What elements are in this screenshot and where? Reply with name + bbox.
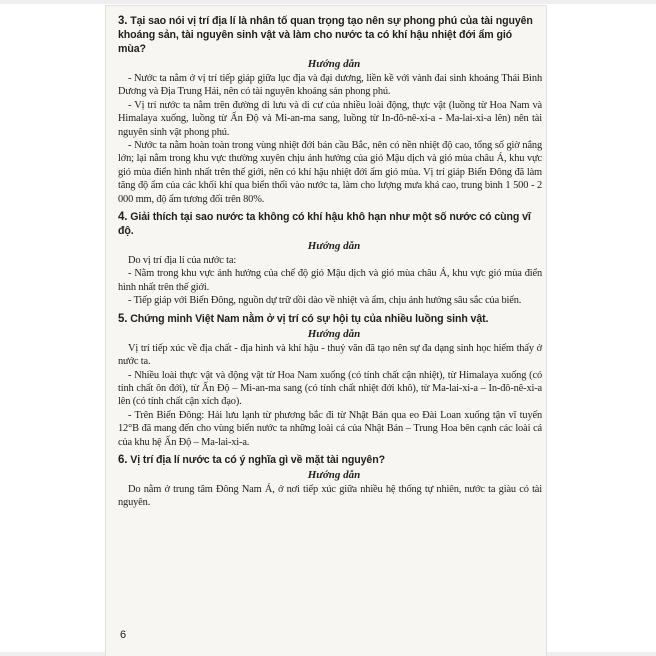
question-6-heading <box>118 453 542 467</box>
answer-paragraph: - Tiếp giáp với Biển Đông, nguồn dự trữ dồi dào về nhiệt và ẩm, chịu ảnh hưởng sâu sắc của biển. <box>128 295 522 307</box>
question-number: 4. <box>118 211 128 224</box>
answer-paragraph: - Nước ta nằm hoàn toàn trong vùng nhiệt đới bán cầu Bắc, nên có nền nhiệt độ cao, tổng số giờ nắng lớn; lại nằm trong khu vực thường xuyên chịu ảnh hưởng của gió Mậu dịch và gió mùa châu Á, khu vực gió mùa điển hình nhất trên thế giới, nên có khí hậu nhiệt đới ẩm gió mùa. Vị trí giáp Biển Đông đã làm tăng độ ẩm của các khối khí qua biển thổi vào nước ta, làm cho lượng mưa khá cao, trung bình 1 500 - 2 000 mm, độ ẩm tương đối trên 80%. <box>118 140 542 205</box>
question-number: 6. <box>118 453 128 466</box>
question-text: Tại sao nói vị trí địa lí là nhân tố quan trọng tạo nên sự phong phú của tài nguyên khoáng sản, tài nguyên sinh vật và làm cho nước ta có khí hậu nhiệt đới ẩm gió mùa? <box>118 15 533 55</box>
question-5-heading <box>118 312 542 326</box>
question-4-section <box>118 210 542 308</box>
guide-heading: Hướng dẫn <box>307 240 361 253</box>
answer-paragraph: - Trên Biển Đông: Hải lưu lạnh từ phương bắc đi từ Nhật Bản qua eo Đài Loan xuống tận vĩ tuyến 12°B đã mang đến cho vùng biển nước ta những loài cá của Nhật Bản – Trung Hoa bên cạnh các loài cá của khu hệ Ấn Độ – Ma-lai-xi-a. <box>118 409 542 448</box>
question-3-section <box>118 14 542 206</box>
page-number: 6 <box>120 629 127 641</box>
answer-paragraph: - Nước ta nằm ở vị trí tiếp giáp giữa lục địa và đại dương, liền kề với vành đai sinh khoáng Thái Bình Dương và Địa Trung Hải, nên có tài nguyên khoáng sản phong phú. <box>118 73 542 98</box>
page-content <box>118 14 542 510</box>
guide-heading: Hướng dẫn <box>307 468 361 481</box>
question-text: Vị trí địa lí nước ta có ý nghĩa gì về mặt tài nguyên? <box>130 453 385 466</box>
question-5-section <box>118 312 542 449</box>
question-6-section <box>118 453 542 510</box>
answer-paragraph: - Nằm trong khu vực ảnh hưởng của chế độ gió Mậu dịch và gió mùa châu Á, khu vực gió mùa điển hình nhất trên thế giới. <box>118 268 542 293</box>
answer-paragraph: - Vị trí nước ta nằm trên đường di lưu và di cư của nhiều loài động, thực vật (luồng từ Hoa Nam và Himalaya xuống, luồng từ Ấn Độ và Mi-an-ma sang, luồng từ In-đô-nê-xi-a - Ma-lai-xi-a lên) nên tài nguyên sinh vật phong phú. <box>118 99 542 138</box>
guide-heading: Hướng dẫn <box>307 327 361 340</box>
question-number: 3. <box>118 15 128 27</box>
question-4-heading <box>118 210 542 238</box>
answer-paragraph: Do nằm ở trung tâm Đông Nam Á, ở nơi tiếp xúc giữa nhiều hệ thống tự nhiên, nước ta giàu có tài nguyên. <box>118 483 542 509</box>
guide-heading: Hướng dẫn <box>307 58 361 70</box>
answer-paragraph: Vị trí tiếp xúc về địa chất - địa hình và khí hậu - thuỷ văn đã tạo nên sự đa dạng sinh học hiếm thấy ở nước ta. <box>118 342 542 368</box>
question-number: 5. <box>118 312 128 325</box>
question-3-heading <box>118 14 542 56</box>
answer-paragraph: - Nhiều loài thực vật và động vật từ Hoa Nam xuống (có tính chất cận nhiệt), từ Himalaya xuống (có tính chất ôn đới), từ Ấn Độ – Mi-an-ma sang (có tính chất nhiệt đới khô), từ Ma-lai-xi-a – In-đô-nê-xi-a lên (có tính chất cận xích đạo). <box>118 369 542 408</box>
book-page <box>106 6 546 656</box>
question-text: Chứng minh Việt Nam nằm ở vị trí có sự hội tụ của nhiều luồng sinh vật. <box>130 312 489 325</box>
question-text: Giải thích tại sao nước ta không có khí hậu khô hạn như một số nước có cùng vĩ độ. <box>118 211 531 238</box>
answer-paragraph: Do vị trí địa lí của nước ta: <box>128 255 237 267</box>
